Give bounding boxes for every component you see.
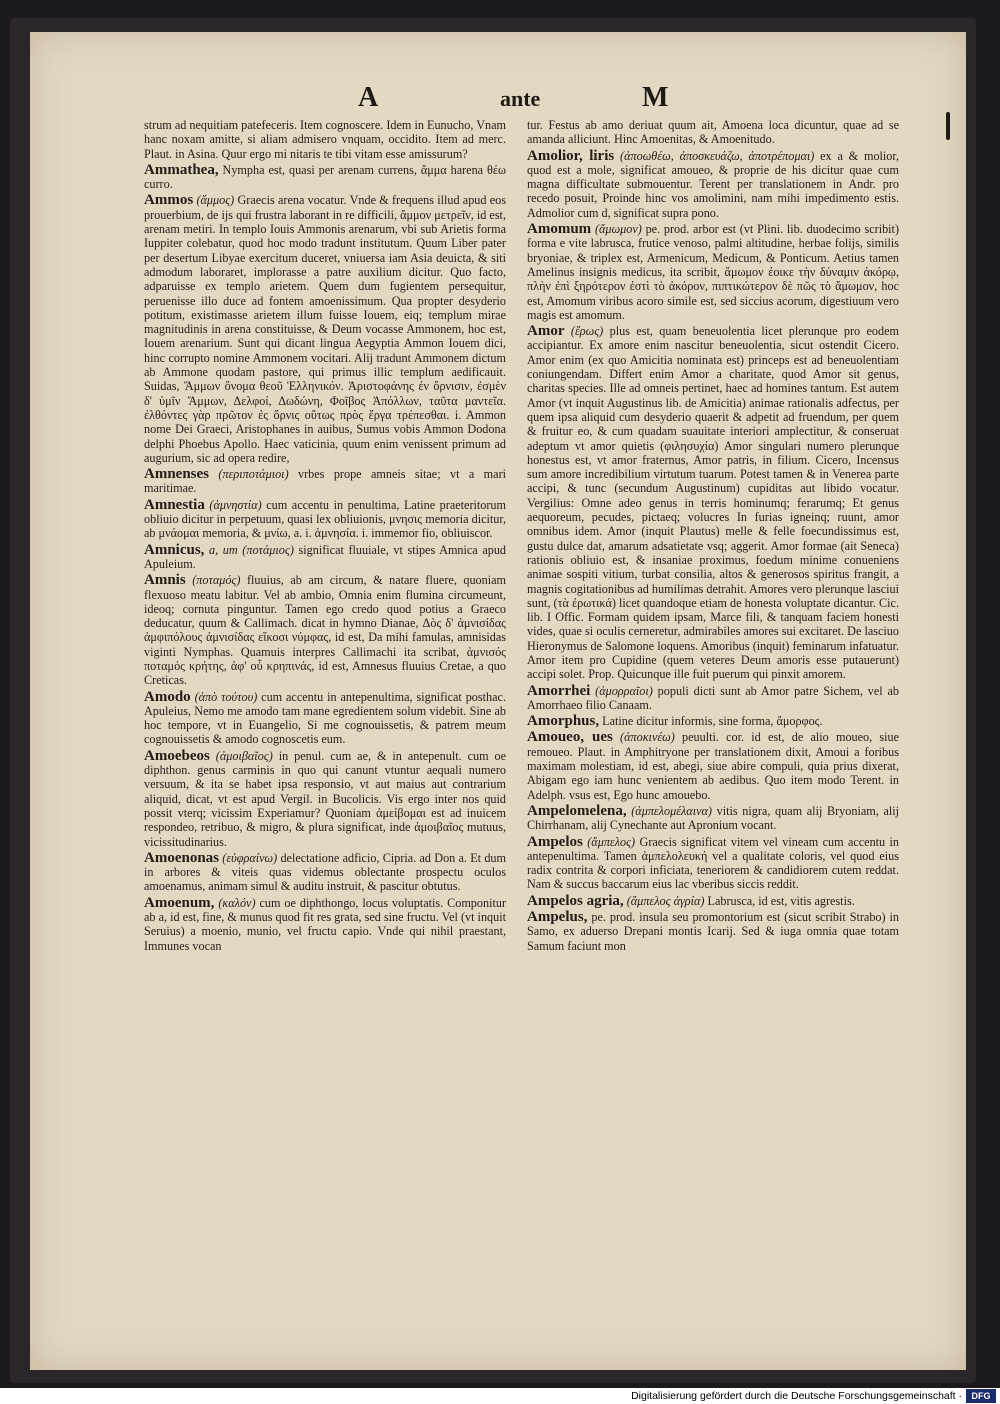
entry-text: peuulti. cor. id est, de alio moueo, siue remoueo. Plaut. in Amphitryone per translationem dixit, Amoui a foribus maximam molestiam, id est, abegi, siue abire compuli, quia prius dixerat, Abigam ego iam hunc venientem ab aedibus. Quo item modo Terent. in Adelph. vsus est, Ego hunc amouebo. — [527, 730, 900, 802]
entry-greek: (ἄμπελος ἀγρία) — [626, 893, 705, 908]
entry-text: fluuius, ab am circum, & natare fluere, quoniam flexuoso meatu labitur. Vel ab ambio, Omnia enim flumina circumeunt, ideoq; cornuta pinguntur. Tamen ego credo quod potius a Graeco deducatur, quum & Callimach. dicat in hymno Dianae, Δὸς δ' ἀμνισίδας ἀμφιπόλους ἀμνισίδας εἴκοσι νύμφας, id est, Da mihi famulas, amnisidas viginti Nymphas. Quamuis interpres Callimachi ita scribat, ἀμνισός ποταμός κρήτης, ἀφ' οὗ κρηπινάς, id est, Amnesus fluuius Cretae, a quo Creticas. — [144, 573, 507, 688]
entry-text: pe. prod. insula seu promontorium est (sicut scribit Strabo) in Samo, ex aduerso Drepani montis Icarij. Sed & iuga omnia quae totam Samum faciunt mon — [527, 910, 899, 953]
entry-greek: (ποταμός) — [192, 573, 241, 588]
entry-headword: Amoenonas — [144, 849, 220, 866]
dictionary-entry — [527, 804, 899, 833]
dictionary-entry — [144, 851, 506, 894]
book-page — [30, 32, 966, 1370]
entry-text: Graecis significat vitem vel vineam cum accentu in antepenultima. Tamen ἀμπελολευκή vel a qualitate coloris, vel quod eius radix contrita & corpori inficiata, teneriorem & candidiorem cutem reddat. Nam & succus baccarum eius lac vberibus siccis reddit. — [527, 834, 900, 892]
entry-text: delectatione adficio, Cipria. ad Don a. Et dum in arbores & viteis quas videmus oblectante prospectu oculos amoenamus, animam simul & auditu instruit, & pascitur obtutus. — [144, 850, 507, 894]
entry-greek: a, um (ποτάμιος) — [209, 542, 294, 557]
entry-text: Graecis arena vocatur. Vnde & frequens illud apud eos prouerbium, de ijs qui frustra laborant in re difficili, ἄμμον μετρεῖν, id est, arenam metiri. In templo Iouis Ammonis arenarum, vbi sub Arietis forma Iuppiter colebatur, quod hoc modo tradunt institutum. Quum Liber pater per desertum Libyae exercitum duceret, vniuersa iam Asia deuicta, & siti admodum laboraret, implorasse a patre auxilium dicitur. Quo facto, adparuisse ex templo arietem. Quem dum fugientem persequitur, peruenisse illo duce ad fontem amoenissimum. Qua propter desyderio potitum, existimasse arietem illum fuisse Iouem, eiq; templum mirae magnitudinis in arena constituisse, & Deum vocasse Ammonem, hoc est, Iouem arenarium. Sunt qui dicant lingua Aegyptia Ammon Iouem dici, hinc corrupto nomine Ammonem vocitari. Alij tradunt Ammonem dictum ab Ammone quodam pastore, qui primus illic templum aedificauit. Suidas, Ἄμμων ὄνομα θεοῦ Ἑλληνικόν. Ἀριστοφάνης ἐν ὄρνισιν, ἐσμὲν δ' ὑμῖν Ἄμμων, Δελφοί, Δωδώνη, Φοῖβος Ἀπόλλων, ταῦτα μαντεῖα. ἐλθόντες γὰρ πρῶτον ἐς ὄρνις οὕτως πρὸς ἔργα τρέπεσθαι. i. Ammon nome Dei Graeci, Aristophanes in auibus, Sumus vobis Ammon Dodona delphi Phoebus Apollo. Haec vaticinia, quum enim venissent primum ad augurium, sic ad opera redire, — [144, 193, 507, 465]
entry-text: plus est, quam beneuolentia licet plerunque pro eodem accipiantur. Ex amore enim nascitur beneuolentia, sicut ostendit Cicero. Amor enim (ex quo Amicitia nominata est) princeps est ad beneuolentiam coniungendam. Differt enim Amor a charitate, quod Amor sit genus, charitas species. Ille ad omneis pertinet, haec ad homines tantum. Est autem Amor (vt inquit Augustinus lib. de Amicitia) animae rationalis adfectus, per quem ipsa aliquid cum desyderio quaerit & adpetit ad fruendum, per quem & fruitur eo, & cum quadam suauitate interiori amplectitur, & conseruat adeptum vt amor quietis (φιλησυχία) Amor singulari numero plerunque honestus est, vt amor fraternus, Amor patris, in filium. Cicero, Incensus sum amore incredibilium virtutum tuarum. Potest tamen & in Venerea parte accipi, & tunc (secundum Augustinum) cupiditas aut libido vocatur. Vergilius: Omne adeo genus in terris hominumq; ferarumq; Et genus aequoreum, pecudes, pictaeq; volucres In furias igneinq; ruunt, amor omnibus idem. Amor (inquit Plautus) melle & felle foecundissimus est, gustu dulce dat, amarum adsatietate vsq; aggerit. Amor formae (ait Seneca) rationis obliuio est, & insaniae proximus, foedum minime conueniens animae sospiti vitium, turbat consilia, altos & generosos spiritus frangit, a magnis cogitationibus ad humilimas detrahit. Amores vero plerunque lasciui sunt, (τὰ ἐρωτικά) licet quandoque etiam de honesta voluptate dicantur. Cic. lib. I Offic. Formam quidem ipsam, Marce fili, & tanquam faciem honesti vides, quae si oculis cerneretur, admirabiles amores sui excitaret. De lasciuo Hieronymus de Salomone loquens. Amoribus (inquit) feminarum infatuatur. Amor item pro Cupidine (quem veteres Deum amoris esse putauerunt) accipi solet. Prop. Quicunque ille fuit puerum qui pinxit amorem. — [527, 324, 900, 682]
dictionary-entry — [144, 749, 506, 849]
dictionary-entry — [144, 163, 506, 192]
dictionary-entry — [144, 690, 506, 747]
entry-text: cum oe diphthongo, locus voluptatis. Componitur ab a, id est, fine, & munus quod fit res grata, sed sine fructu. Vel (vt inquit Seruius) a moenio, munio, vel fructu capio. Vnde qui nihil praestant, Immunes vocan — [144, 895, 507, 953]
entry-greek: (ἀμνηστία) — [209, 497, 262, 512]
dictionary-entry — [527, 894, 899, 908]
dictionary-entry — [527, 118, 899, 147]
dictionary-entry — [527, 684, 899, 713]
page-edge-mark — [946, 112, 950, 140]
running-head — [30, 82, 966, 122]
entry-greek: (ἄμωμον) — [594, 222, 642, 237]
entry-headword: Ampelos — [527, 833, 583, 850]
entry-text: Latine dicitur informis, sine forma, ἄμορφος. — [602, 714, 823, 729]
entry-headword: Amnenses — [144, 466, 210, 483]
running-head-left: A — [358, 82, 379, 113]
dictionary-entry — [527, 730, 899, 801]
entry-text: cum accentu in penultima, Latine praeteritorum obliuio dicitur in perpetuum, quasi lex obliuionis, μνησις memoria dicitur, ab μνάομαι memoria, & μνίω, a. i. ἀμνησία. i. immemor fio, obliuiscor. — [144, 497, 507, 541]
running-head-middle: ante — [500, 86, 541, 111]
entry-headword: Ampelomelena, — [527, 802, 627, 819]
entry-text: ex a & molior, quod est a mole, significat amoueo, & proprie de his dicitur quae cum magna difficultate submouentur. Terent per translationem in Andr. pro recedo posuit, Proinde hinc vos amolimini, nam mihi impedimento estis. Admolior cum d, significat supra pono. — [527, 148, 900, 220]
entry-text: strum ad nequitiam patefeceris. Item cognoscere. Idem in Eunucho, Vnam hanc noxam amitte, si aliam admisero vnquam, occidito. Item ad merc. Plaut. in Asina. Quur ergo mi nitaris te tibi vitam esse amissurum? — [144, 118, 506, 161]
entry-greek: (ἄμμος) — [196, 193, 235, 208]
dictionary-entry — [144, 543, 506, 572]
entry-headword: Amor — [527, 323, 565, 340]
footer-credit: Digitalisierung gefördert durch die Deutsche Forschungsgemeinschaft · — [631, 1390, 962, 1402]
entry-text: in penul. cum ae, & in antepenult. cum oe diphthon. genus carminis in quo qui canunt vtuntur aequali numero versuum, & ita se habet ipsa responsio, vt aut maius aut contrarium aliquid, dicat, vt est apud Vergil. in Bucolicis. Vis ergo inter nos quid possit vterq; vicissim Experiamur? Quoniam ἀμείβομαι est ad inuicem respondeo, retribuo, & migro, & plura significat, inde ἀμοιβαῖος mutuus, vicissitudinarius. — [144, 748, 507, 849]
entry-text: vrbes prope amneis sitae; vt a mari maritimae. — [144, 467, 507, 496]
entry-greek: (εὐφραίνω) — [222, 850, 278, 865]
entry-greek: (ἀμοιβαῖος) — [215, 748, 273, 763]
entry-text: pe. prod. arbor est (vt Plini. lib. duodecimo scribit) forma e vite labrusca, frutice venoso, palmi altitudine, herbae folijs, similis bryoniae, & triplex est, Armenicum, Medicum, & Ponticum. Aetius tamen Amelinus insignis medicus, ita scribit, ἄμωμον ἐοικε τὴν δύναμιν ἀκόρῳ, πλὴν ἐπὶ ξηρότερον ἐστὶ τὸ ἀκόρον, πιπτικώτερον δὲ πῶς τὸ ἄμωμον, hoc est, Amomum viribus acoro simile est, sed siccius acorum, digestiuum vero magis est amomum. — [527, 222, 900, 322]
entry-headword: Amoebeos — [144, 747, 210, 764]
dictionary-entry — [527, 222, 899, 322]
dictionary-entry — [144, 118, 506, 161]
dictionary-entry — [527, 324, 899, 681]
running-head-right: M — [642, 82, 669, 113]
entry-headword: Amoueo, ues — [527, 729, 613, 746]
dictionary-entry — [144, 498, 506, 541]
dictionary-entry — [527, 714, 899, 728]
entry-headword: Amolior, liris — [527, 147, 615, 164]
entry-greek: (ἀποωθέω, ἀποσκευάζω, ἀποτρέπομαι) — [620, 148, 815, 163]
entry-text: populi dicti sunt ab Amor patre Sichem, vel ab Amorrhaeo filio Canaam. — [527, 683, 900, 712]
dictionary-entry — [527, 835, 899, 892]
entry-greek: (ἀποκινέω) — [620, 730, 675, 745]
left-column — [144, 118, 506, 955]
entry-headword: Amoenum, — [144, 894, 215, 911]
entry-greek: (ἔρως) — [570, 324, 604, 339]
entry-greek: (καλόν) — [218, 895, 256, 910]
dfg-logo: DFG — [966, 1389, 996, 1403]
entry-headword: Amodo — [144, 688, 191, 705]
entry-greek: (ἀμπελομέλαινα) — [631, 803, 712, 818]
entry-greek: (ἄμπελος) — [587, 834, 636, 849]
dictionary-entry — [144, 467, 506, 496]
entry-text: vitis nigra, quam alij Bryoniam, alij Chirrhanam, alij Cynechante aut Apronium vocant. — [527, 803, 900, 833]
dictionary-entry — [527, 910, 899, 953]
dictionary-entry — [527, 149, 899, 220]
right-column — [527, 118, 899, 955]
entry-headword: Amorrhei — [527, 682, 591, 699]
entry-headword: Ampelos agria, — [527, 892, 624, 909]
entry-text: Nympha est, quasi per arenam currens, ἄμμα harena θέω curro. — [144, 162, 506, 192]
entry-headword: Amomum — [527, 221, 592, 238]
entry-text: cum accentu in antepenultima, significat posthac. Apuleius, Nemo me amodo tam mane egredientem solum videbit. Sine ab hoc tempore, vt in Euangelio, Si me cognouissetis, & patrem meum cognouissetis & amodo cognoscetis eum. — [144, 689, 506, 747]
entry-headword: Amnis — [144, 572, 186, 589]
entry-text: significat fluuiale, vt stipes Amnica apud Apuleium. — [144, 542, 507, 571]
entry-headword: Amnicus, — [144, 541, 205, 558]
entry-headword: Amorphus, — [527, 713, 600, 730]
entry-greek: (περιποτάμιοι) — [218, 467, 289, 482]
entry-headword: Amnestia — [144, 496, 205, 513]
dictionary-entry — [144, 193, 506, 465]
entry-greek: (ἀπὸ τούτου) — [194, 689, 258, 704]
entry-text: Labrusca, id est, vitis agrestis. — [707, 893, 855, 908]
entry-headword: Ammos — [144, 192, 194, 209]
dictionary-entry — [144, 573, 506, 687]
entry-headword: Ammathea, — [144, 161, 219, 178]
entry-greek: (ἀμορραῖοι) — [595, 683, 653, 698]
dictionary-entry — [144, 896, 506, 953]
entry-headword: Ampelus, — [527, 909, 588, 926]
entry-text: tur. Festus ab amo deriuat quum ait, Amoena loca dicuntur, quae ad se amanda alliciunt. Hinc Amoenitas, & Amoenitudo. — [527, 118, 899, 147]
